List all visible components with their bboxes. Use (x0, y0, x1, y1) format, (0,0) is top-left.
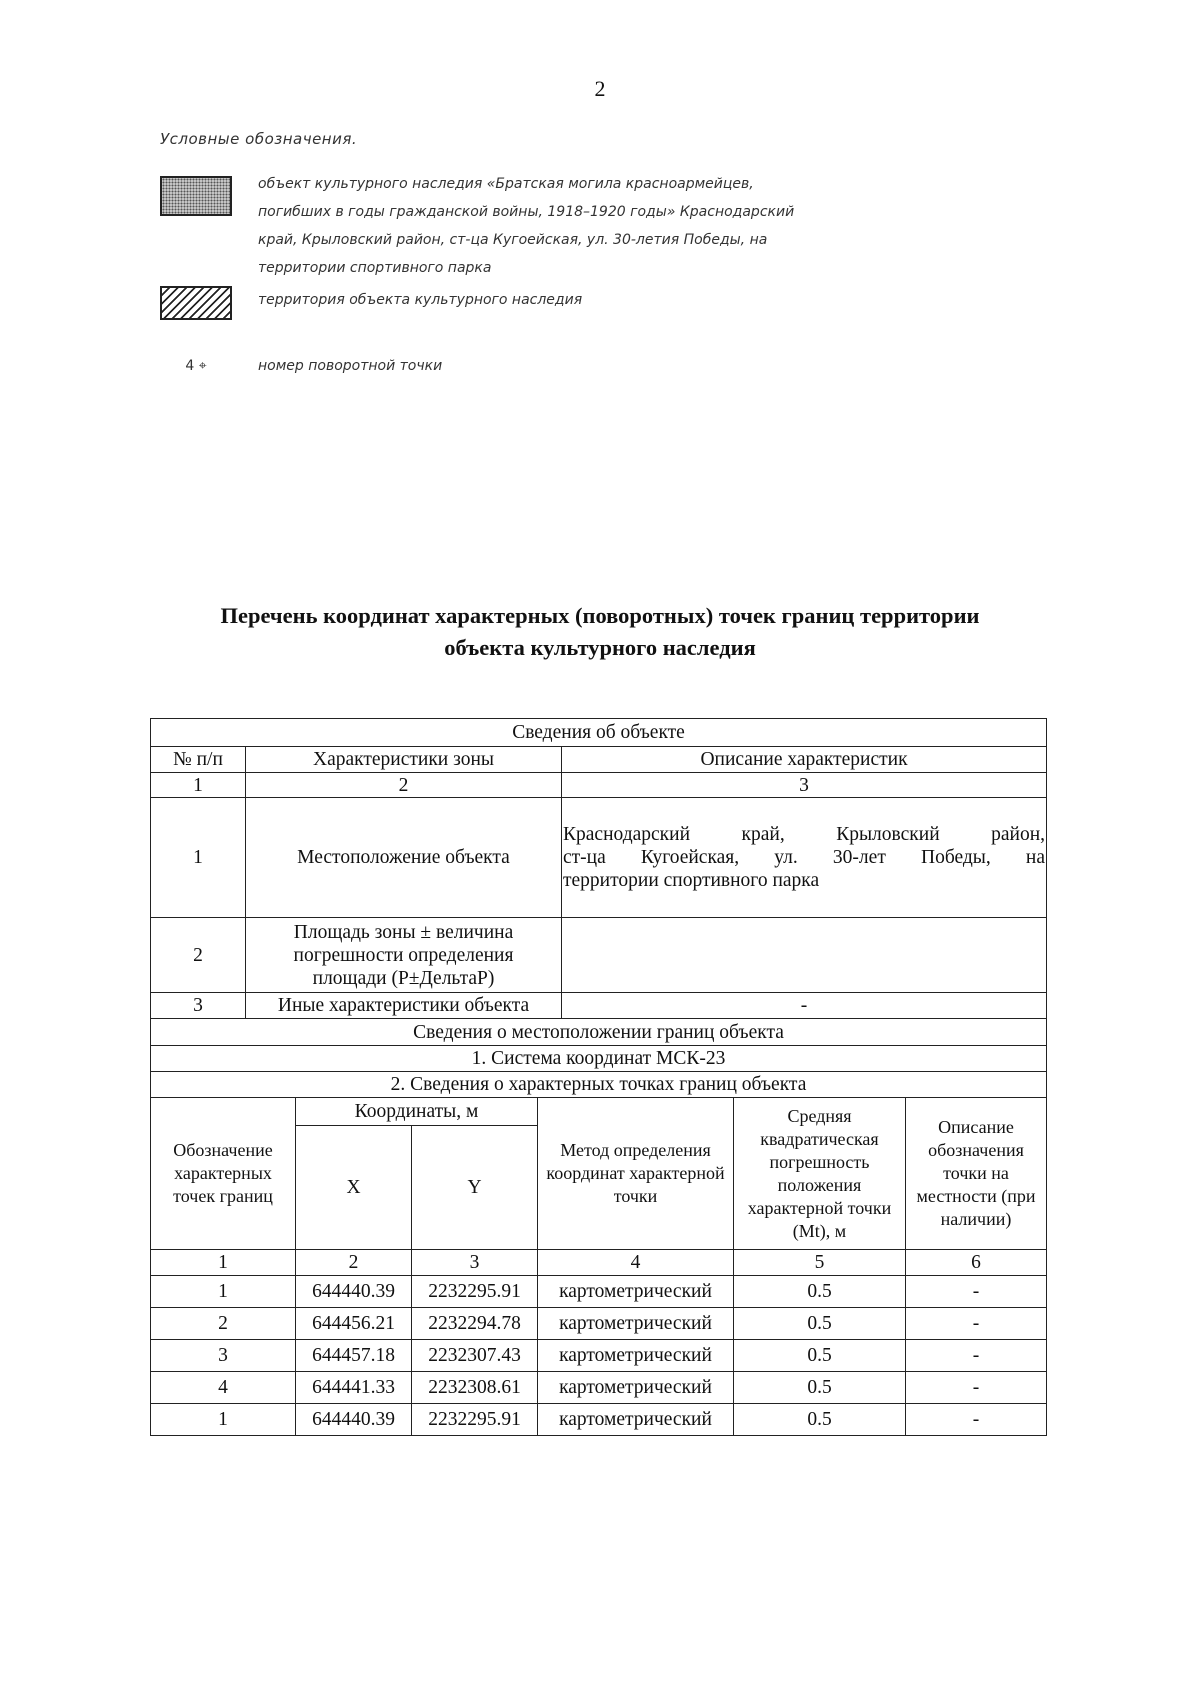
point-x: 644441.33 (296, 1372, 412, 1404)
point-id: 2 (151, 1308, 296, 1340)
description-line: территории спортивного парка (563, 870, 820, 891)
point-id: 1 (151, 1404, 296, 1436)
column-header: № п/п (151, 747, 246, 773)
table-row (151, 918, 1047, 993)
point-error: 0.5 (734, 1372, 906, 1404)
point-error: 0.5 (734, 1340, 906, 1372)
point-id: 1 (151, 1276, 296, 1308)
table-row (151, 1308, 1047, 1340)
table-row (151, 1404, 1047, 1436)
point-method: картометрический (538, 1308, 734, 1340)
heading-line-1: Перечень координат характерных (поворотных) точек границ территории (220, 603, 980, 628)
column-number: 2 (296, 1250, 412, 1276)
row-number: 3 (151, 993, 246, 1019)
point-error: 0.5 (734, 1404, 906, 1436)
coordinates-table (150, 718, 1047, 1436)
column-number: 4 (538, 1250, 734, 1276)
table-row (151, 773, 1047, 798)
legend-item-turning-point (160, 356, 818, 376)
point-description: - (906, 1308, 1047, 1340)
point-id: 4 (151, 1372, 296, 1404)
document-heading (150, 600, 1050, 664)
designation-header: Обозначение характерных точек границ (151, 1098, 296, 1250)
description-cell: - (562, 993, 1047, 1019)
turning-point-icon: 4 ⌖ (185, 358, 207, 374)
point-method: картометрический (538, 1276, 734, 1308)
point-x: 644456.21 (296, 1308, 412, 1340)
point-x: 644457.18 (296, 1340, 412, 1372)
point-y: 2232308.61 (412, 1372, 538, 1404)
row-number: 2 (151, 918, 246, 993)
column-header: Характеристики зоны (246, 747, 562, 773)
table-row (151, 1019, 1047, 1046)
legend-item-heritage-territory (160, 286, 818, 320)
legend-item-heritage-object (160, 176, 818, 282)
point-method: картометрический (538, 1404, 734, 1436)
column-number: 2 (246, 773, 562, 798)
characteristic-cell: Иные характеристики объекта (246, 993, 562, 1019)
table-row (151, 747, 1047, 773)
description-cell (562, 798, 1047, 918)
point-error: 0.5 (734, 1276, 906, 1308)
description-cell (562, 918, 1047, 993)
point-description: - (906, 1340, 1047, 1372)
section-title: 2. Сведения о характерных точках границ объекта (151, 1072, 1047, 1098)
description-line: Краснодарский край, Крыловский район, (563, 824, 1046, 845)
legend-title: Условные обозначения. (160, 130, 358, 148)
coordinate-system: 1. Система координат МСК-23 (151, 1046, 1047, 1072)
characteristic-cell: Площадь зоны ± величина погрешности определения площади (P±ДельтаP) (246, 918, 562, 993)
error-header: Средняя квадратическая погрешность положения характерной точки (Mt), м (734, 1098, 906, 1250)
point-description-header: Описание обозначения точки на местности (при наличии) (906, 1098, 1047, 1250)
point-error: 0.5 (734, 1308, 906, 1340)
row-number: 1 (151, 798, 246, 918)
legend-text: объект культурного наследия «Братская могила красноармейцев, погибших в годы гражданской войны, 1918–1920 годы» Краснодарский край, Крыловский район, ст-ца Кугоейская, ул. 30-летия Победы, на территории спортивного парка (258, 176, 795, 276)
point-x: 644440.39 (296, 1404, 412, 1436)
point-description: - (906, 1276, 1047, 1308)
point-y: 2232295.91 (412, 1404, 538, 1436)
point-method: картометрический (538, 1372, 734, 1404)
characteristic-cell: Местоположение объекта (246, 798, 562, 918)
table-row (151, 1340, 1047, 1372)
column-number: 1 (151, 1250, 296, 1276)
point-method: картометрический (538, 1340, 734, 1372)
section-title: Сведения о местоположении границ объекта (151, 1019, 1047, 1046)
column-number: 1 (151, 773, 246, 798)
heading-line-2: объекта культурного наследия (444, 635, 756, 660)
table-row (151, 1046, 1047, 1072)
table-row (151, 1250, 1047, 1276)
map-legend (160, 130, 860, 374)
column-number: 6 (906, 1250, 1047, 1276)
column-number: 3 (412, 1250, 538, 1276)
point-x: 644440.39 (296, 1276, 412, 1308)
section-title: Сведения об объекте (151, 719, 1047, 747)
column-number: 5 (734, 1250, 906, 1276)
column-header: Описание характеристик (562, 747, 1047, 773)
table-row (151, 798, 1047, 918)
dotted-swatch-icon (160, 176, 232, 216)
coordinates-header: Координаты, м (296, 1098, 538, 1126)
legend-text: номер поворотной точки (258, 358, 443, 374)
table-row (151, 1098, 1047, 1126)
point-id: 3 (151, 1340, 296, 1372)
table-row (151, 1276, 1047, 1308)
hatched-swatch-icon (160, 286, 232, 320)
y-header: Y (412, 1126, 538, 1250)
table-row (151, 1372, 1047, 1404)
table-row (151, 719, 1047, 747)
point-description: - (906, 1404, 1047, 1436)
point-y: 2232294.78 (412, 1308, 538, 1340)
description-line: ст-ца Кугоейская, ул. 30-лет Победы, на (563, 847, 1046, 868)
point-description: - (906, 1372, 1047, 1404)
x-header: X (296, 1126, 412, 1250)
page-number: 2 (594, 76, 606, 101)
column-number: 3 (562, 773, 1047, 798)
point-y: 2232295.91 (412, 1276, 538, 1308)
point-y: 2232307.43 (412, 1340, 538, 1372)
table-row (151, 993, 1047, 1019)
method-header: Метод определения координат характерной точки (538, 1098, 734, 1250)
legend-text: территория объекта культурного наследия (258, 292, 583, 308)
table-row (151, 1072, 1047, 1098)
